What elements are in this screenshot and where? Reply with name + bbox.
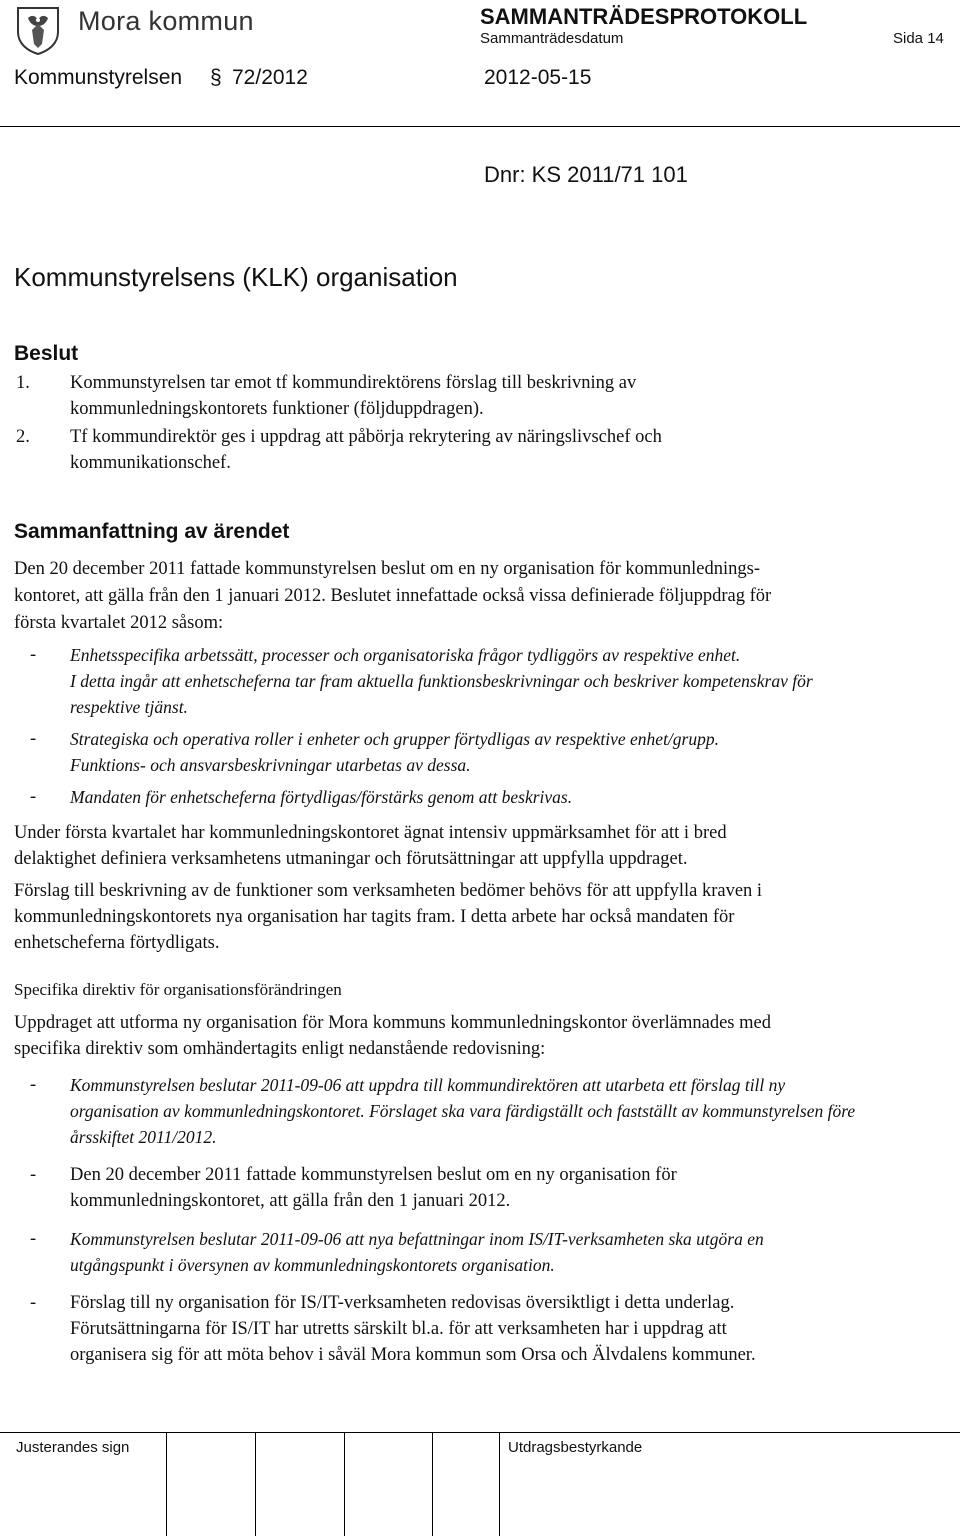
body-text-line: delaktighet definiera verksamhetens utmaningar och förutsättningar att uppfylla uppdraget. xyxy=(14,849,688,869)
summary-heading: Sammanfattning av ärendet xyxy=(14,520,290,543)
header-divider xyxy=(0,126,960,127)
directive-line: Förslag till ny organisation för IS/IT-verksamheten redovisas översiktligt i detta underlag. xyxy=(70,1293,735,1313)
body-name: Kommunstyrelsen xyxy=(14,66,183,89)
bullet-line: Strategiska och operativa roller i enheter och grupper förtydligas av respektive enhet/grupp. xyxy=(70,729,719,749)
directive-line: Kommunstyrelsen beslutar 2011-09-06 att nya befattningar inom IS/IT-verksamheten ska utgöra en xyxy=(70,1229,764,1249)
bullet-line: Mandaten för enhetscheferna förtydligas/förstärks genom att beskrivas. xyxy=(70,787,573,807)
summary-text-line: första kvartalet 2012 såsom: xyxy=(14,613,224,633)
decision-heading: Beslut xyxy=(14,342,79,365)
diary-number: Dnr: KS 2011/71 101 xyxy=(484,162,688,187)
bullet-dash: - xyxy=(30,729,37,749)
protocol-title: SAMMANTRÄDESPROTOKOLL xyxy=(480,4,808,29)
municipal-crest-logo xyxy=(12,4,64,56)
decision-item-number: 1. xyxy=(16,373,30,393)
body-text-line: Förslag till beskrivning av de funktioner som verksamheten bedömer behövs för att uppfylla kraven i xyxy=(14,881,763,901)
footer-divider xyxy=(0,1432,960,1433)
bullet-dash: - xyxy=(30,787,37,807)
directive-line: organisation av kommunledningskontoret. Förslaget ska vara färdigställt och fastställt av kommunstyrelsen före xyxy=(70,1101,856,1121)
bullet-dash: - xyxy=(30,1229,37,1249)
body-text-line: enhetscheferna förtydligats. xyxy=(14,933,220,953)
signature-cell-divider xyxy=(255,1432,256,1536)
directive-line: utgångspunkt i översynen av kommunledningskontorets organisation. xyxy=(70,1255,555,1275)
bullet-line: Funktions- och ansvarsbeskrivningar utarbetas av dessa. xyxy=(70,755,471,775)
bullet-line: I detta ingår att enhetscheferna tar fram aktuella funktionsbeskrivningar och beskriver kompetenskrav för xyxy=(70,671,813,691)
directive-line: årsskiftet 2011/2012. xyxy=(70,1127,217,1147)
directives-heading: Specifika direktiv för organisationsförändringen xyxy=(14,980,342,999)
bullet-line: respektive tjänst. xyxy=(70,697,188,717)
summary-text-line: Den 20 december 2011 fattade kommunstyrelsen beslut om en ny organisation för kommunlednings- xyxy=(14,559,761,579)
directive-line: Den 20 december 2011 fattade kommunstyrelsen beslut om en ny organisation för xyxy=(70,1165,677,1185)
meeting-date-label: Sammanträdesdatum xyxy=(480,30,624,47)
decision-item-line: kommunikationschef. xyxy=(70,453,231,473)
bullet-dash: - xyxy=(30,1293,37,1313)
section-symbol: § xyxy=(210,66,222,89)
directive-line: organisera sig för att möta behov i såväl Mora kommun som Orsa och Älvdalens kommuner. xyxy=(70,1345,756,1365)
municipality-logo-text: Mora kommun xyxy=(78,6,254,36)
body-text-line: kommunledningskontorets nya organisation har tagits fram. I detta arbete har också mandaten för xyxy=(14,907,735,927)
certification-label: Utdragsbestyrkande xyxy=(508,1439,643,1456)
directive-line: Kommunstyrelsen beslutar 2011-09-06 att uppdra till kommundirektören att utarbeta ett förslag till ny xyxy=(70,1075,786,1095)
summary-text-line: kontoret, att gälla från den 1 januari 2012. Beslutet innefattade också vissa definierade följuppdrag för xyxy=(14,586,772,606)
signature-cell-divider xyxy=(344,1432,345,1536)
bullet-dash: - xyxy=(30,1165,37,1185)
bullet-dash: - xyxy=(30,645,37,665)
decision-item-line: Tf kommundirektör ges i uppdrag att påbörja rekrytering av näringslivschef och xyxy=(70,427,662,447)
body-text-line: specifika direktiv som omhändertagits enligt nedanstående redovisning: xyxy=(14,1039,546,1059)
signature-cell-divider xyxy=(166,1432,167,1536)
decision-item-line: Kommunstyrelsen tar emot tf kommundirektörens förslag till beskrivning av xyxy=(70,373,637,393)
signature-cell-divider xyxy=(432,1432,433,1536)
directive-line: Förutsättningarna för IS/IT har utretts särskilt bl.a. för att verksamheten har i uppdrag att xyxy=(70,1319,727,1339)
section-number: 72/2012 xyxy=(232,66,308,89)
body-text-line: Under första kvartalet har kommunledningskontoret ägnat intensiv uppmärksamhet för att i bred xyxy=(14,823,727,843)
bullet-dash: - xyxy=(30,1075,37,1095)
document-title: Kommunstyrelsens (KLK) organisation xyxy=(14,262,458,292)
decision-item-line: kommunledningskontorets funktioner (följduppdragen). xyxy=(70,399,484,419)
body-text-line: Uppdraget att utforma ny organisation för Mora kommuns kommunledningskontor överlämnades med xyxy=(14,1013,771,1033)
signature-cell-divider xyxy=(499,1432,500,1536)
page-number: Sida 14 xyxy=(893,30,944,47)
bullet-line: Enhetsspecifika arbetssätt, processer och organisatoriska frågor tydliggörs av respektive enhet. xyxy=(70,645,741,665)
decision-item-number: 2. xyxy=(16,427,30,447)
signature-label: Justerandes sign xyxy=(16,1439,130,1456)
meeting-date: 2012-05-15 xyxy=(484,66,592,89)
directive-line: kommunledningskontoret, att gälla från den 1 januari 2012. xyxy=(70,1191,511,1211)
